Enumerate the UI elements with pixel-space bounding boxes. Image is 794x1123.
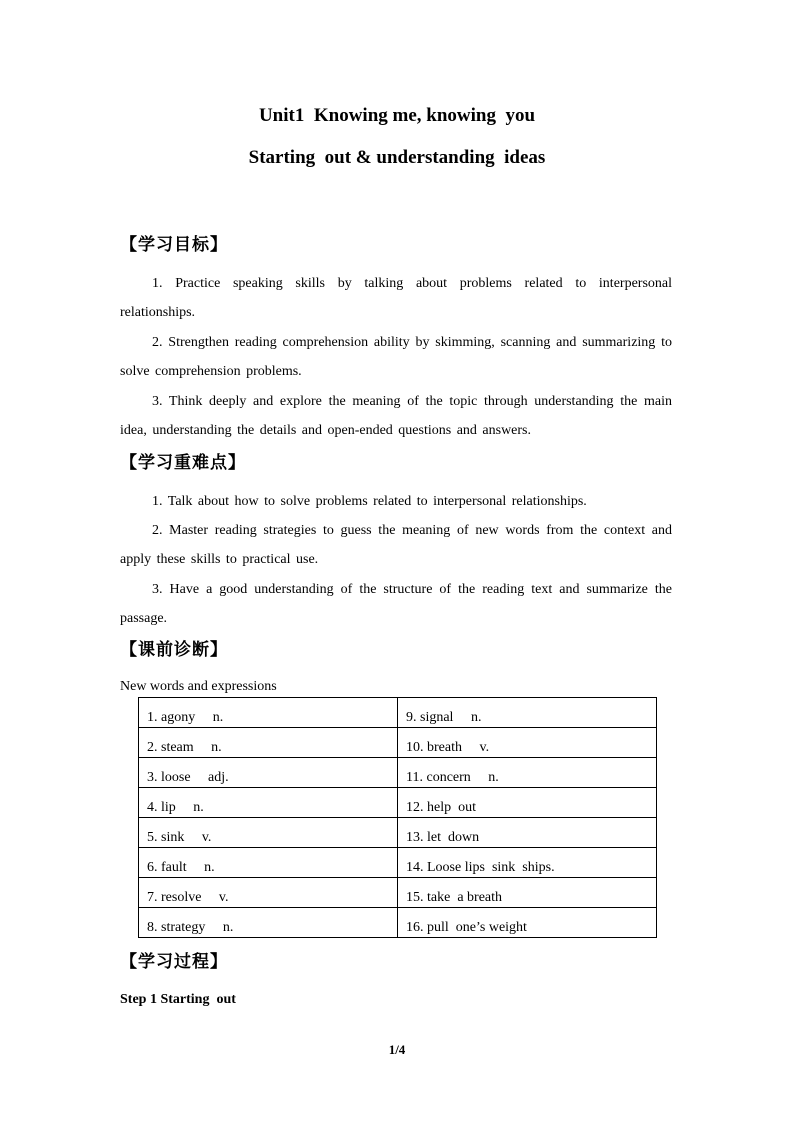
key-point-item-3: 3. Have a good understanding of the structure of the reading text and summarize the passage. [120,582,672,627]
table-cell: 8. strategy n. [139,908,398,938]
table-cell: 13. let down [398,818,657,848]
table-cell: 9. signal n. [398,698,657,728]
table-cell: 14. Loose lips sink ships. [398,848,657,878]
objective-item-1: 1. Practice speaking skills by talking about problems related to interpersonal relationships. [120,276,672,321]
table-cell: 4. lip n. [139,788,398,818]
table-cell: 3. loose adj. [139,758,398,788]
table-cell: 7. resolve v. [139,878,398,908]
table-cell: 5. sink v. [139,818,398,848]
table-cell: 12. help out [398,788,657,818]
document-subtitle: Starting out & understanding ideas [248,147,546,168]
table-row [139,908,657,938]
step-heading: Step 1 Starting out [120,992,236,1007]
page-number: 1/4 [388,1042,406,1057]
table-row [139,698,657,728]
key-point-item-2: 2. Master reading strategies to guess the meaning of new words from the context and apply these skills to practical use. [120,523,672,568]
table-row [139,818,657,848]
objective-item-3: 3. Think deeply and explore the meaning of the topic through understanding the main idea, understanding the details and open-ended questions and answers. [120,394,672,439]
section-heading-diagnosis: 【课前诊断】 [120,640,228,660]
objective-item-2: 2. Strengthen reading comprehension ability by skimming, scanning and summarizing to solve comprehension problems. [120,335,672,380]
table-cell: 11. concern n. [398,758,657,788]
vocab-caption: New words and expressions [120,679,277,694]
table-row [139,788,657,818]
section-heading-objectives: 【学习目标】 [120,235,228,255]
section-heading-key-points: 【学习重难点】 [120,453,246,473]
table-cell: 16. pull one’s weight [398,908,657,938]
table-cell: 10. breath v. [398,728,657,758]
table-cell: 15. take a breath [398,878,657,908]
table-row [139,848,657,878]
document-title: Unit1 Knowing me, knowing you [258,105,536,126]
table-cell: 1. agony n. [139,698,398,728]
vocab-table [138,697,657,938]
key-point-item-1: 1. Talk about how to solve problems related to interpersonal relationships. [152,494,587,509]
section-heading-process: 【学习过程】 [120,952,228,972]
table-row [139,758,657,788]
table-row [139,878,657,908]
table-cell: 6. fault n. [139,848,398,878]
table-cell: 2. steam n. [139,728,398,758]
table-row [139,728,657,758]
